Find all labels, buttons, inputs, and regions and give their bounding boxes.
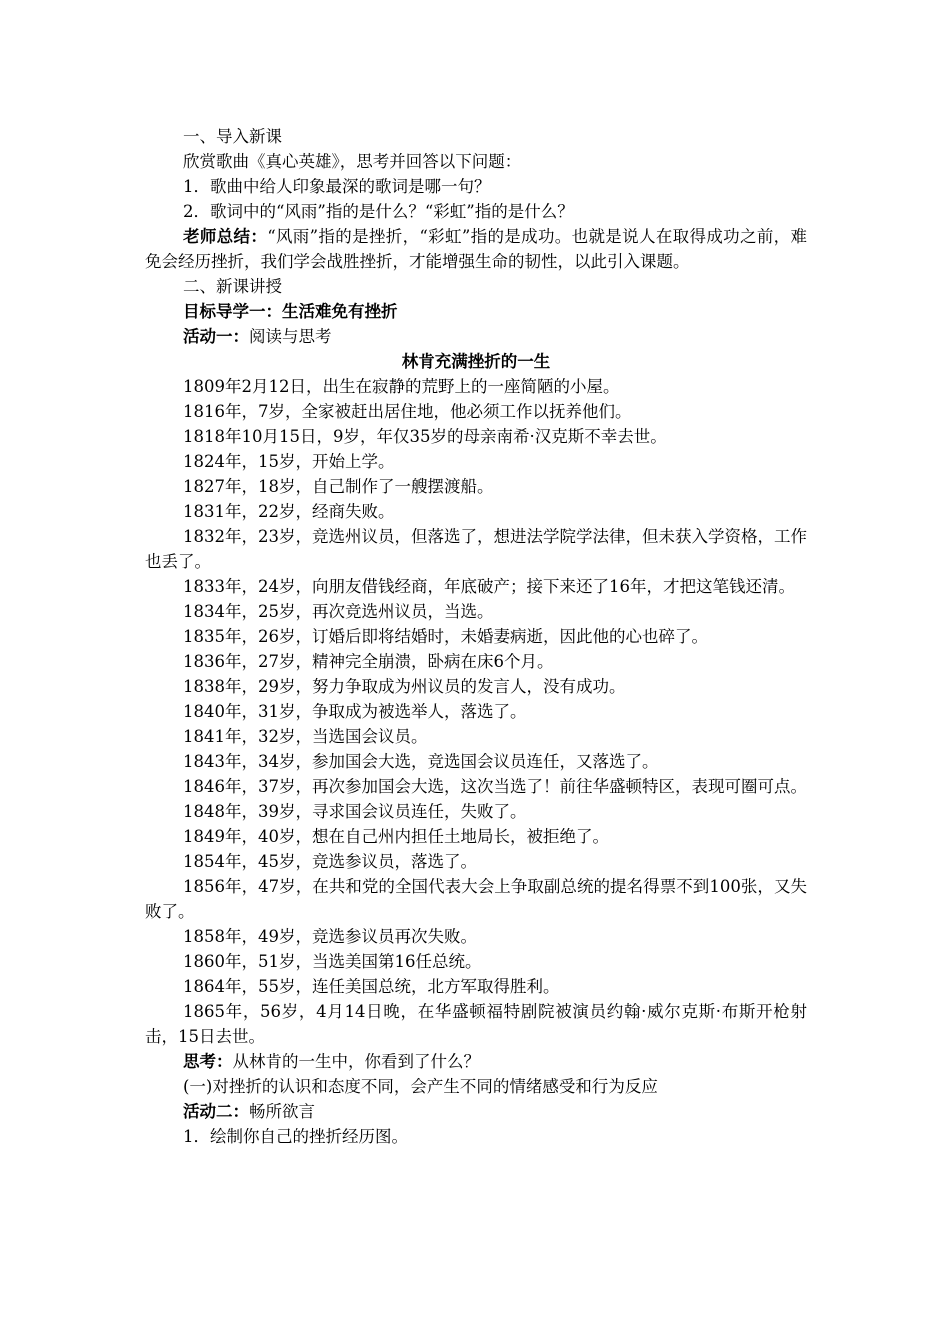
think-question — [145, 1049, 807, 1074]
timeline-item: 1818年10月15日，9岁，年仅35岁的母亲南希·汉克斯不幸去世。 — [183, 427, 667, 446]
timeline-item: 1854年，45岁，竞选参议员，落选了。 — [183, 852, 477, 871]
timeline-item: 1809年2月12日，出生在寂静的荒野上的一座简陋的小屋。 — [183, 377, 620, 396]
point-1: (一)对挫折的认识和态度不同，会产生不同的情绪感受和行为反应 — [183, 1077, 658, 1096]
timeline-item: 1849年，40岁，想在自己州内担任土地局长，被拒绝了。 — [183, 827, 609, 846]
task-1: 1．绘制你自己的挫折经历图。 — [183, 1127, 408, 1146]
lesson-heading: 二、新课讲授 — [183, 277, 282, 296]
document-page — [145, 124, 807, 1149]
activity-1-text: 阅读与思考 — [249, 327, 332, 346]
think-text: 从林肯的一生中，你看到了什么？ — [232, 1052, 480, 1071]
intro-question-1: 1．歌曲中给人印象最深的歌词是哪一句？ — [183, 177, 491, 196]
story-title: 林肯充满挫折的一生 — [401, 352, 551, 371]
timeline-item: 1832年，23岁，竞选州议员，但落选了，想进法学院学法律，但未获入学资格，工作也丢了。 — [145, 527, 807, 571]
goal-heading-1: 目标导学一：生活难免有挫折 — [183, 302, 398, 321]
timeline-item: 1840年，31岁，争取成为被选举人，落选了。 — [183, 702, 527, 721]
timeline-item: 1816年，7岁，全家被赶出居住地，他必须工作以抚养他们。 — [183, 402, 632, 421]
timeline-item: 1856年，47岁，在共和党的全国代表大会上争取副总统的提名得票不到100张，又失败了。 — [145, 877, 807, 921]
timeline-item: 1858年，49岁，竞选参议员再次失败。 — [183, 927, 477, 946]
timeline-item: 1833年，24岁，向朋友借钱经商，年底破产；接下来还了16年，才把这笔钱还清。 — [183, 577, 795, 596]
timeline-item: 1836年，27岁，精神完全崩溃，卧病在床6个月。 — [183, 652, 554, 671]
teacher-summary-label: 老师总结： — [183, 227, 268, 246]
timeline-item: 1831年，22岁，经商失败。 — [183, 502, 395, 521]
think-label: 思考： — [183, 1052, 233, 1071]
timeline-item: 1865年，56岁，4月14日晚，在华盛顿福特剧院被演员约翰·威尔克斯·布斯开枪射击，15日去世。 — [145, 1002, 807, 1046]
teacher-summary-text: “风雨”指的是挫折，“彩虹”指的是成功。也就是说人在取得成功之前，难免会经历挫折，我们学会战胜挫折，才能增强生命的韧性，以此引入课题。 — [145, 227, 808, 271]
timeline-item: 1860年，51岁，当选美国第16任总统。 — [183, 952, 482, 971]
timeline-item: 1827年，18岁，自己制作了一艘摆渡船。 — [183, 477, 494, 496]
activity-2-text: 畅所欲言 — [249, 1102, 315, 1121]
timeline-item: 1846年，37岁，再次参加国会大选，这次当选了！前往华盛顿特区，表现可圈可点。 — [183, 777, 807, 796]
timeline-item: 1834年，25岁，再次竞选州议员，当选。 — [183, 602, 494, 621]
lincoln-timeline — [145, 374, 807, 1049]
activity-2-label: 活动二： — [183, 1102, 249, 1121]
timeline-item: 1838年，29岁，努力争取成为州议员的发言人，没有成功。 — [183, 677, 626, 696]
intro-question-2: 2．歌词中的“风雨”指的是什么？“彩虹”指的是什么？ — [183, 202, 574, 221]
activity-2 — [145, 1099, 807, 1124]
teacher-summary — [145, 224, 807, 274]
timeline-item: 1835年，26岁，订婚后即将结婚时，未婚妻病逝，因此他的心也碎了。 — [183, 627, 708, 646]
timeline-item: 1824年，15岁，开始上学。 — [183, 452, 395, 471]
intro-instruction: 欣赏歌曲《真心英雄》，思考并回答以下问题： — [183, 152, 522, 171]
intro-heading: 一、导入新课 — [183, 127, 282, 146]
timeline-item: 1864年，55岁，连任美国总统，北方军取得胜利。 — [183, 977, 560, 996]
activity-1-label: 活动一： — [183, 327, 249, 346]
timeline-item: 1843年，34岁，参加国会大选，竞选国会议员连任，又落选了。 — [183, 752, 659, 771]
timeline-item: 1841年，32岁，当选国会议员。 — [183, 727, 428, 746]
activity-1 — [145, 324, 807, 349]
timeline-item: 1848年，39岁，寻求国会议员连任，失败了。 — [183, 802, 527, 821]
